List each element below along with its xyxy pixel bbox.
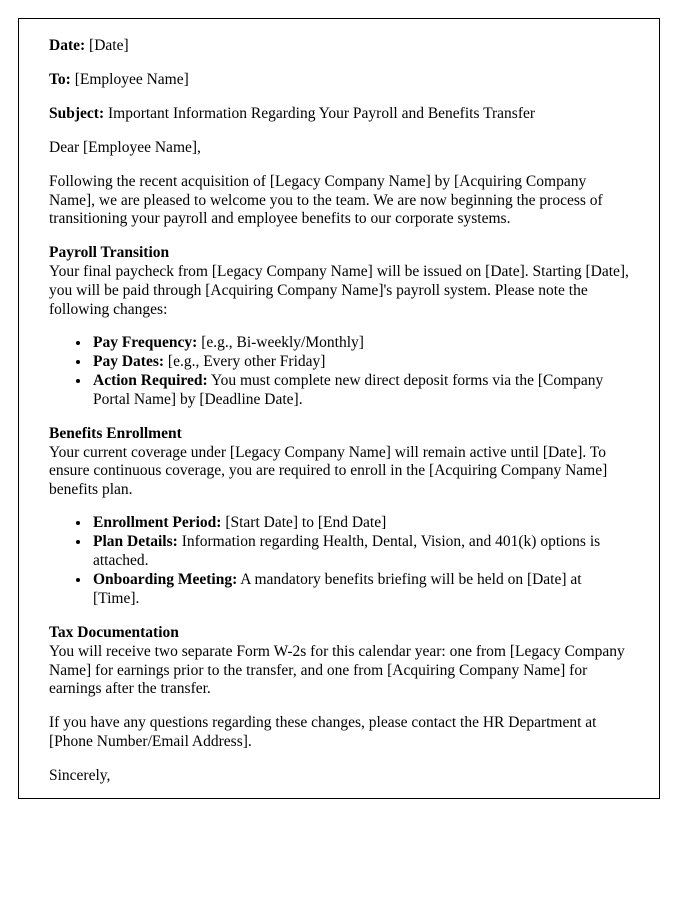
bullet-text: You must complete new direct deposit forms via the [Company Portal Name] by [Deadline Date].: [93, 371, 604, 408]
bullet-text: Information regarding Health, Dental, Vision, and 401(k) options is attached.: [93, 533, 601, 570]
bullet-label: Action Required:: [93, 371, 208, 389]
list-item: [91, 514, 629, 533]
benefits-bullet-list: [49, 514, 629, 609]
bullet-label: Pay Frequency:: [93, 333, 198, 351]
bullet-label: Enrollment Period:: [93, 514, 222, 532]
signoff: Sincerely,: [49, 767, 111, 785]
bullet-text: A mandatory benefits briefing will be held on [Date] at [Time].: [93, 570, 582, 607]
list-item: [91, 334, 629, 353]
subject-line: [49, 105, 629, 124]
intro-paragraph: Following the recent acquisition of [Legacy Company Name] by [Acquiring Company Name], we are pleased to welcome you to the team. We are now beginning the process of transitioning your payroll and employee benefits to our corporate systems.: [49, 172, 603, 228]
section-heading-benefits-enrollment: Benefits Enrollment: [49, 424, 182, 442]
salutation: Dear [Employee Name],: [49, 138, 201, 156]
bullet-label: Pay Dates:: [93, 352, 165, 370]
letter-border-frame: [18, 18, 660, 799]
section-body-payroll-transition: Your final paycheck from [Legacy Company Name] will be issued on [Date]. Starting [Date], you will be paid through [Acquiring Company Name]'s payroll system. Please note the following changes:: [49, 263, 629, 319]
bullet-label: Plan Details:: [93, 533, 178, 551]
section-body-benefits-enrollment: Your current coverage under [Legacy Company Name] will remain active until [Date]. To ensure continuous coverage, you are required to enroll in the [Acquiring Company Name] benefits plan.: [49, 443, 608, 499]
section-body-tax-documentation: You will receive two separate Form W-2s for this calendar year: one from [Legacy Company Name] for earnings prior to the transfer, and one from [Acquiring Company Name] for earnings after the transfer.: [49, 642, 625, 698]
subject-label: Subject:: [49, 104, 105, 122]
list-item: [91, 353, 629, 372]
section-heading-tax-documentation: Tax Documentation: [49, 623, 179, 641]
list-item: [91, 533, 629, 571]
date-label: Date:: [49, 37, 86, 54]
list-item: [91, 571, 629, 609]
closing-paragraph: If you have any questions regarding these changes, please contact the HR Department at [Phone Number/Email Address].: [49, 714, 597, 751]
to-line: [49, 71, 629, 90]
section-heading-payroll-transition: Payroll Transition: [49, 244, 170, 262]
bullet-text: [Start Date] to [End Date]: [221, 514, 387, 532]
date-value: [Date]: [85, 37, 129, 54]
bullet-text: [e.g., Every other Friday]: [164, 352, 326, 370]
subject-value: Important Information Regarding Your Payroll and Benefits Transfer: [104, 104, 536, 122]
bullet-text: [e.g., Bi-weekly/Monthly]: [197, 333, 364, 351]
date-line: [49, 37, 629, 56]
to-value: [Employee Name]: [70, 70, 189, 88]
payroll-bullet-list: [49, 334, 629, 410]
list-item: [91, 372, 629, 410]
to-label: To:: [49, 70, 71, 88]
bullet-label: Onboarding Meeting:: [93, 570, 238, 588]
